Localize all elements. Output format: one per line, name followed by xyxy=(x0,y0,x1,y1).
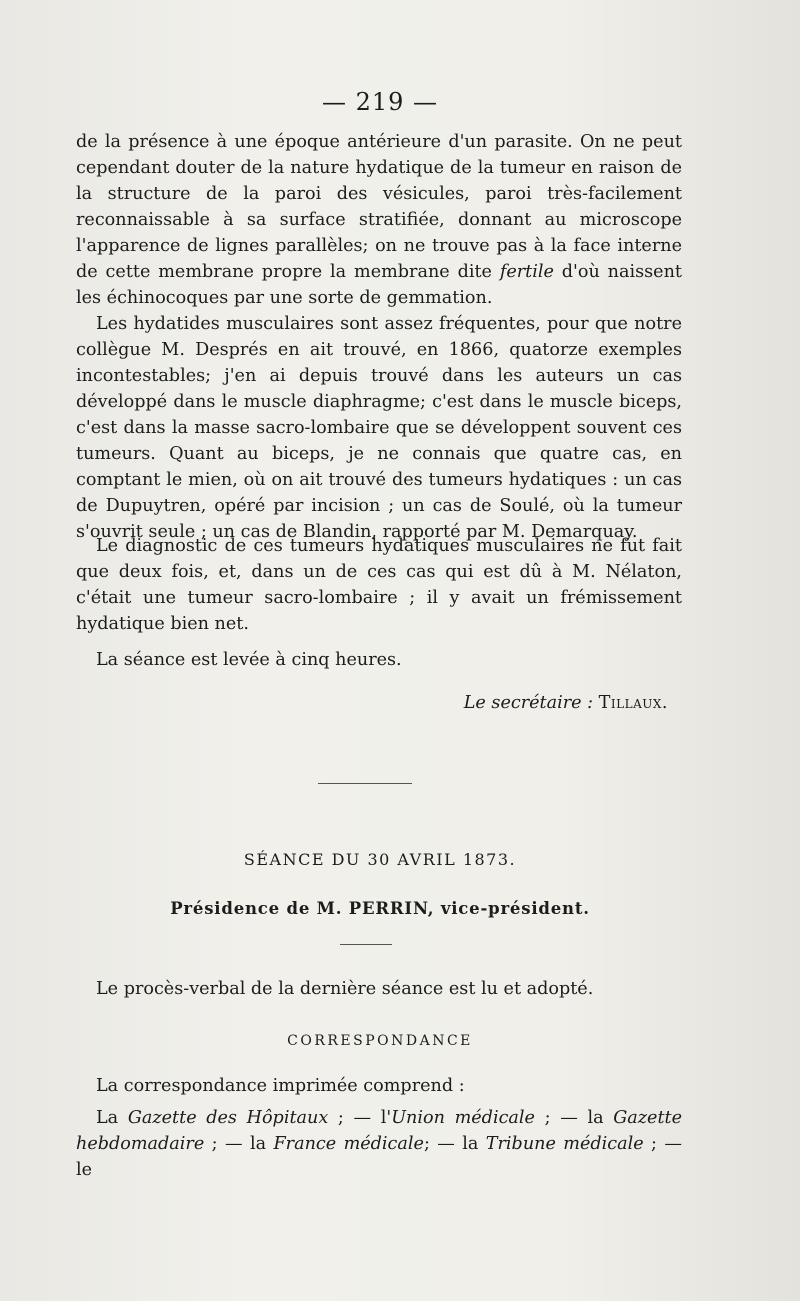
text-fragment: ; — la xyxy=(204,1134,274,1154)
paragraph-minutes xyxy=(76,976,682,1002)
signature-role: Le secrétaire : xyxy=(463,693,594,713)
paragraph-parasite xyxy=(76,129,682,311)
paragraph-text-start: de la présence à une époque antérieure d'un parasite. On ne peut cependant douter de la nature hydatique de la tumeur en raison de la structure de la paroi des vésicules, paroi très-facilement reconnaissable à sa surface stratifiée, donnant au microscope l'apparence de lignes parallèles; on ne trouve pas à la face interne de cette membrane propre la membrane dite xyxy=(76,132,682,282)
paragraph-journals xyxy=(76,1105,682,1183)
text-fragment: La xyxy=(96,1108,128,1128)
paragraph-text xyxy=(76,1105,682,1183)
section-divider xyxy=(318,783,412,784)
text-fragment: ; — la xyxy=(534,1108,614,1128)
paragraph-text: La séance est levée à cinq heures. xyxy=(96,650,402,670)
text-fragment: ; — l' xyxy=(328,1108,392,1128)
text-fragment: ; — le xyxy=(76,1134,682,1180)
journal-title: Gazette hebdomadaire xyxy=(76,1108,682,1154)
paragraph-text: Le procès-verbal de la dernière séance est lu et adopté. xyxy=(96,979,594,999)
paragraph-text-end: d'où naissent les échinocoques par une sorte de gemmation. xyxy=(76,262,682,308)
paragraph-muscular-hydatids xyxy=(76,311,682,545)
journal-title: France médicale xyxy=(273,1134,424,1154)
paragraph-text: La correspondance imprimée comprend : xyxy=(96,1076,465,1096)
presidency-heading: Présidence de M. PERRIN, vice-président. xyxy=(170,899,590,918)
signature xyxy=(464,690,668,716)
correspondence-heading: CORRESPONDANCE xyxy=(287,1033,473,1049)
paragraph-diagnosis xyxy=(76,533,682,637)
signature-name: Tillaux. xyxy=(598,693,668,713)
journal-title: Tribune médicale xyxy=(485,1134,644,1154)
italic-term-fertile: fertile xyxy=(499,262,554,282)
page-number: — 219 — xyxy=(321,88,439,116)
paragraph-text: Le diagnostic de ces tumeurs hydatiques musculaires ne fut fait que deux fois, et, dans un de ces cas qui est dû à M. Nélaton, c'était une tumeur sacro-lombaire ; il y avait un frémissement hydatique bien net. xyxy=(76,536,682,634)
paragraph-session-closed xyxy=(76,647,682,673)
paragraph-correspondence-intro xyxy=(76,1073,682,1099)
journal-title: Gazette des Hôpitaux xyxy=(127,1108,329,1128)
session-heading: SÉANCE DU 30 AVRIL 1873. xyxy=(243,850,517,869)
text-fragment: ; — la xyxy=(423,1134,486,1154)
short-divider xyxy=(340,944,392,945)
journal-title: Union médicale xyxy=(391,1108,535,1128)
paragraph-text: Les hydatides musculaires sont assez fréquentes, pour que notre collègue M. Després en ait trouvé, en 1866, quatorze exemples incontestables; j'en ai depuis trouvé dans les auteurs un cas développé dans le muscle diaphragme; c'est dans le muscle biceps, c'est dans la masse sacro-lombaire que se développent souvent ces tumeurs. Quant au biceps, je ne connais que quatre cas, en comptant le mien, où on ait trouvé des tumeurs hydatiques : un cas de Dupuytren, opéré par incision ; un cas de Soulé, où la tumeur s'ouvrit seule ; un cas de Blandin, rapporté par M. Demarquay. xyxy=(76,314,682,542)
paragraph-text xyxy=(76,129,682,311)
